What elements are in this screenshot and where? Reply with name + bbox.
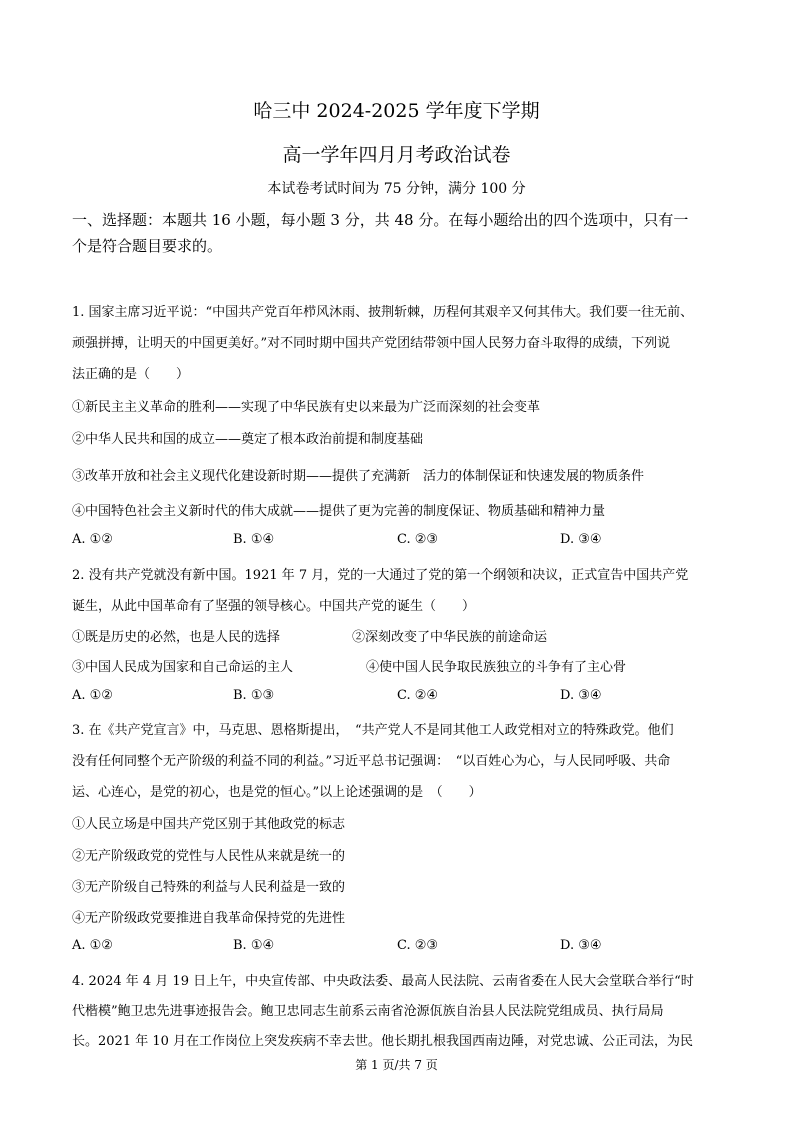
q4-stem-line: 4. 2024 年 4 月 19 日上午，中央宣传部、中央政法委、最高人民法院、云南省委在人民大会堂联合举行“时 <box>72 974 694 989</box>
q1-statement: ①新民主主义革命的胜利——实现了中华民族有史以来最为广泛而深刻的社会变革 <box>72 400 541 415</box>
q4-stem-line: 代楷模”鲍卫忠先进事迹报告会。鲍卫忠同志生前系云南省沧源佤族自治县人民法院党组成员、执行局局 <box>72 1004 664 1019</box>
q2-option-c: C. ②④ <box>397 688 439 703</box>
q4-stem-line: 长。2021 年 10 月在工作岗位上突发疾病不幸去世。他长期扎根我国西南边陲，对党忠诚、公正司法，为民 <box>72 1034 694 1049</box>
q3-statement: ④无产阶级政党要推进自我革命保持党的先进性 <box>72 911 346 926</box>
q1-option-b: B. ①④ <box>233 532 275 547</box>
q1-option-d: D. ③④ <box>560 532 602 547</box>
q3-option-b: B. ①④ <box>233 938 275 953</box>
q1-statement: ③改革开放和社会主义现代化建设新时期——提供了充满新 活力的体制保证和快速发展的物质条件 <box>72 469 645 484</box>
q1-stem-line: 法正确的是（ ） <box>72 367 190 382</box>
q2-option-b: B. ①③ <box>233 688 275 703</box>
q1-stem-line: 1. 国家主席习近平说：“中国共产党百年栉风沐雨、披荆斩棘，历程何其艰辛又何其伟大。我们要一往无前、 <box>72 305 694 320</box>
section-line: 一、选择题：本题共 16 小题，每小题 3 分，共 48 分。在每小题给出的四个选项中，只有一 <box>72 211 689 229</box>
section-line: 个是符合题目要求的。 <box>72 237 223 255</box>
q2-statement: ③中国人民成为国家和自己命运的主人 <box>72 660 294 675</box>
q2-statement: ②深刻改变了中华民族的前途命运 <box>352 630 548 645</box>
page-number: 第 1 页/共 7 页 <box>355 1058 438 1072</box>
section-heading <box>72 207 732 259</box>
q3-statement: ③无产阶级自己特殊的利益与人民利益是一致的 <box>72 880 346 895</box>
q3-stem-line: 运、心连心，是党的初心，也是党的恒心。”以上论述强调的是 （ ） <box>72 785 482 800</box>
q3-statement: ①人民立场是中国共产党区别于其他政党的标志 <box>72 817 346 832</box>
q3-stem-line: 3. 在《共产党宣言》中，马克思、恩格斯提出， “共产党人不是同其他工人政党相对立的特殊政党。他们 <box>72 723 674 738</box>
q3-option-a: A. ①② <box>72 938 113 953</box>
q1-stem-line: 顽强拼搏，让明天的中国更美好。”对不同时期中国共产党团结带领中国人民努力奋斗取得的成绩，下列说 <box>72 336 671 351</box>
q1-option-a: A. ①② <box>72 532 113 547</box>
q3-option-d: D. ③④ <box>560 938 602 953</box>
q1-statement: ④中国特色社会主义新时代的伟大成就——提供了更为完善的制度保证、物质基础和精神力量 <box>72 504 606 519</box>
q2-option-d: D. ③④ <box>560 688 602 703</box>
q3-statement: ②无产阶级政党的党性与人民性从来就是统一的 <box>72 849 346 864</box>
exam-duration-note: 本试卷考试时间为 75 分钟，满分 100 分 <box>267 181 526 197</box>
q1-option-c: C. ②③ <box>397 532 439 547</box>
q2-stem-line: 2. 没有共产党就没有新中国。1921 年 7 月，党的一大通过了党的第一个纲领和决议，正式宣告中国共产党 <box>72 568 689 583</box>
q2-option-a: A. ①② <box>72 688 113 703</box>
q2-statement: ①既是历史的必然，也是人民的选择 <box>72 630 281 645</box>
exam-subtitle-title: 高一学年四月月考政治试卷 <box>282 144 511 166</box>
q2-statement: ④使中国人民争取民族独立的斗争有了主心骨 <box>366 660 627 675</box>
q3-option-c: C. ②③ <box>397 938 439 953</box>
q3-stem-line: 没有任何同整个无产阶级的利益不同的利益。”习近平总书记强调： “以百姓心为心，与人民同呼吸、共命 <box>72 754 671 769</box>
q1-statement: ②中华人民共和国的成立——奠定了根本政治前提和制度基础 <box>72 432 424 447</box>
q2-stem-line: 诞生，从此中国革命有了坚强的领导核心。中国共产党的诞生（ ） <box>72 599 476 614</box>
exam-title: 哈三中 2024-2025 学年度下学期 <box>253 100 540 122</box>
